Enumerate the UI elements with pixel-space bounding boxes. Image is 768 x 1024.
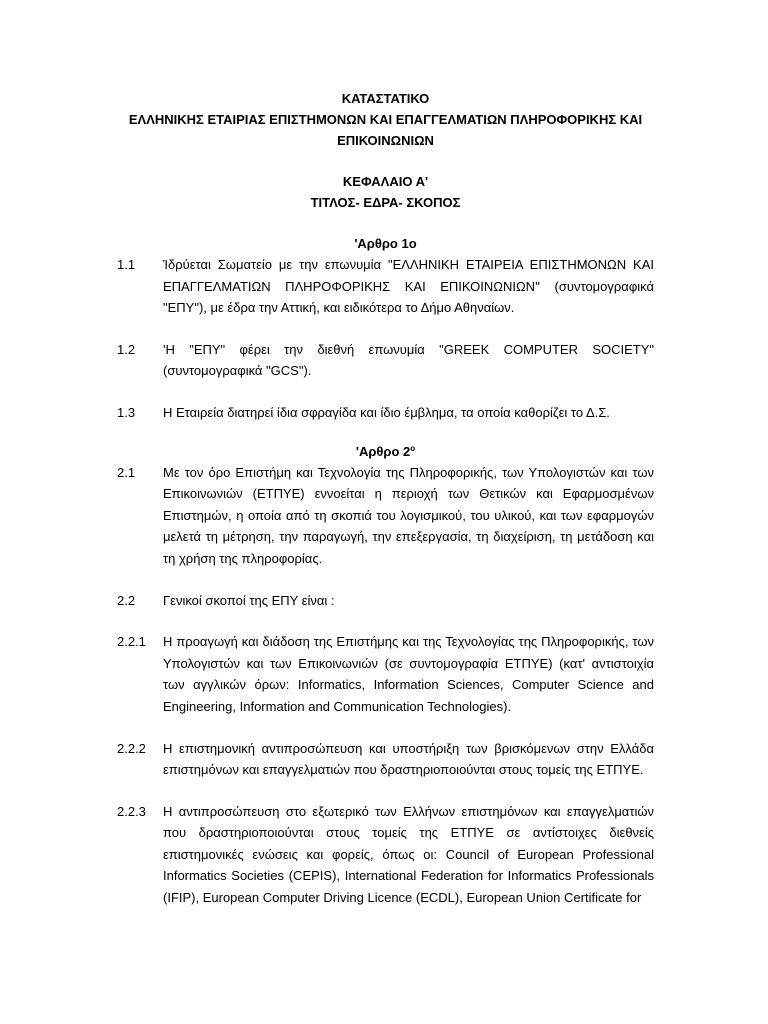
clause-2-2-3 xyxy=(117,801,654,909)
clause-text: Η Εταιρεία διατηρεί ίδια σφραγίδα και ίδιο έμβλημα, τα οποία καθορίζει το Δ.Σ. xyxy=(163,404,610,420)
clause-2-2-2 xyxy=(117,738,654,781)
title-line: ΚΑΤΑΣΤΑΤΙΚΟ xyxy=(341,91,430,106)
clause-text: Η προαγωγή και διάδοση της Επιστήμης και της Τεχνολογίας της Πληροφορικής, των Υπολογιστών και των Επικοινωνιών (σε συντομογραφία ΕΤΠΥΕ) (κατ' αντιστοιχία των αγγλικών όρων: Informatics, Information Sciences, Computer Science and Engineering, Information and Communication Technologies). xyxy=(163,634,654,714)
document-title xyxy=(117,88,654,151)
article-1-title: 'Αρθρο 1ο xyxy=(354,236,417,251)
clause-number: 2.2.2 xyxy=(117,740,146,756)
clause-2-2-1 xyxy=(117,631,654,717)
title-line: ΕΠΙΚΟΙΝΩΝΙΩΝ xyxy=(337,133,434,148)
clause-text: Γενικοί σκοποί της ΕΠΥ είναι : xyxy=(163,592,335,608)
clause-number: 2.2.1 xyxy=(117,634,146,650)
chapter-heading xyxy=(117,171,654,213)
clause-number: 2.2.3 xyxy=(117,803,146,819)
clause-text: Ίδρύεται Σωματείο με την επωνυμία "ΕΛΛΗΝΙΚΗ ΕΤΑΙΡΕΙΑ ΕΠΙΣΤΗΜΟΝΩΝ ΚΑΙ ΕΠΑΓΓΕΛΜΑΤΙΩΝ ΠΛΗΡΟΦΟΡΙΚΗΣ ΚΑΙ ΕΠΙΚΟΙΝΩΝΙΩΝ'' (συντομογραφικά "ΕΠΥ"), με έδρα την Αττική, και ειδικότερα το Δήμο Αθηναίων. xyxy=(163,257,654,316)
clause-number: 2.2 xyxy=(117,592,136,608)
clause-text: Η αντιπροσώπευση στο εξωτερικό των Ελλήνων επιστημόνων και επαγγελματιών που δραστηριοποιούνται στους τομείς της ΕΤΠΥΕ σε αντίστοιχες διεθνείς επιστημονικές ενώσεις και φορείς, όπως οι: Council of European Professional Informatics Societies (CEPIS), International Federation for Informatics Professionals (IFIP), European Computer Driving Licence (ECDL), European Union Certificate for xyxy=(163,803,654,906)
article-2-title xyxy=(117,441,654,462)
clause-text: 'Η "ΕΠΥ" φέρει την διεθνή επωνυμία "GREEK COMPUTER SOCIETY" (συντομογραφικά "GCS"). xyxy=(163,341,654,379)
article-2-superscript: ο xyxy=(410,443,416,453)
title-line: ΕΛΛΗΝΙΚΗΣ ΕΤΑΙΡΙΑΣ ΕΠΙΣΤΗΜΟΝΩΝ ΚΑΙ ΕΠΑΓΓΕΛΜΑΤΙΩΝ ΠΛΗΡΟΦΟΡΙΚΗΣ ΚΑΙ xyxy=(128,112,643,127)
clause-number: 1.1 xyxy=(117,257,136,272)
clause-1-2 xyxy=(117,339,654,382)
clause-1-1 xyxy=(117,254,654,319)
article-2-label: 'Αρθρο 2 xyxy=(355,443,411,459)
clause-2-1 xyxy=(117,462,654,570)
chapter-subtitle: ΤΙΤΛΟΣ- ΕΔΡΑ- ΣΚΟΠΟΣ xyxy=(310,195,461,210)
clause-2-2 xyxy=(117,590,654,612)
clause-1-3 xyxy=(117,402,654,424)
chapter-line: ΚΕΦΑΛΑΙΟ Α' xyxy=(342,174,429,189)
clause-number: 1.3 xyxy=(117,404,136,420)
clause-text: Η επιστημονική αντιπροσώπευση και υποστήριξη των βρισκόμενων στην Ελλάδα επιστημόνων και επαγγελματιών που δραστηριοποιούνται στους τομείς της ΕΤΠΥΕ. xyxy=(163,740,654,778)
clause-number: 2.1 xyxy=(117,464,136,480)
clause-number: 1.2 xyxy=(117,341,136,357)
clause-text: Με τον όρο Επιστήμη και Τεχνολογία της Πληροφορικής, των Υπολογιστών και των Επικοινωνιών (ΕΤΠΥΕ) εννοείται η περιοχή των Θετικών και Εφαρμοσμένων Επιστημών, η οποία από τη σκοπιά του λογισμικού, του υλικού, και των εφαρμογών μελετά τη μέτρηση, την παραγωγή, την επεξεργασία, τη διαχείριση, τη μετάδοση και τη χρήση της πληροφορίας. xyxy=(163,464,654,566)
